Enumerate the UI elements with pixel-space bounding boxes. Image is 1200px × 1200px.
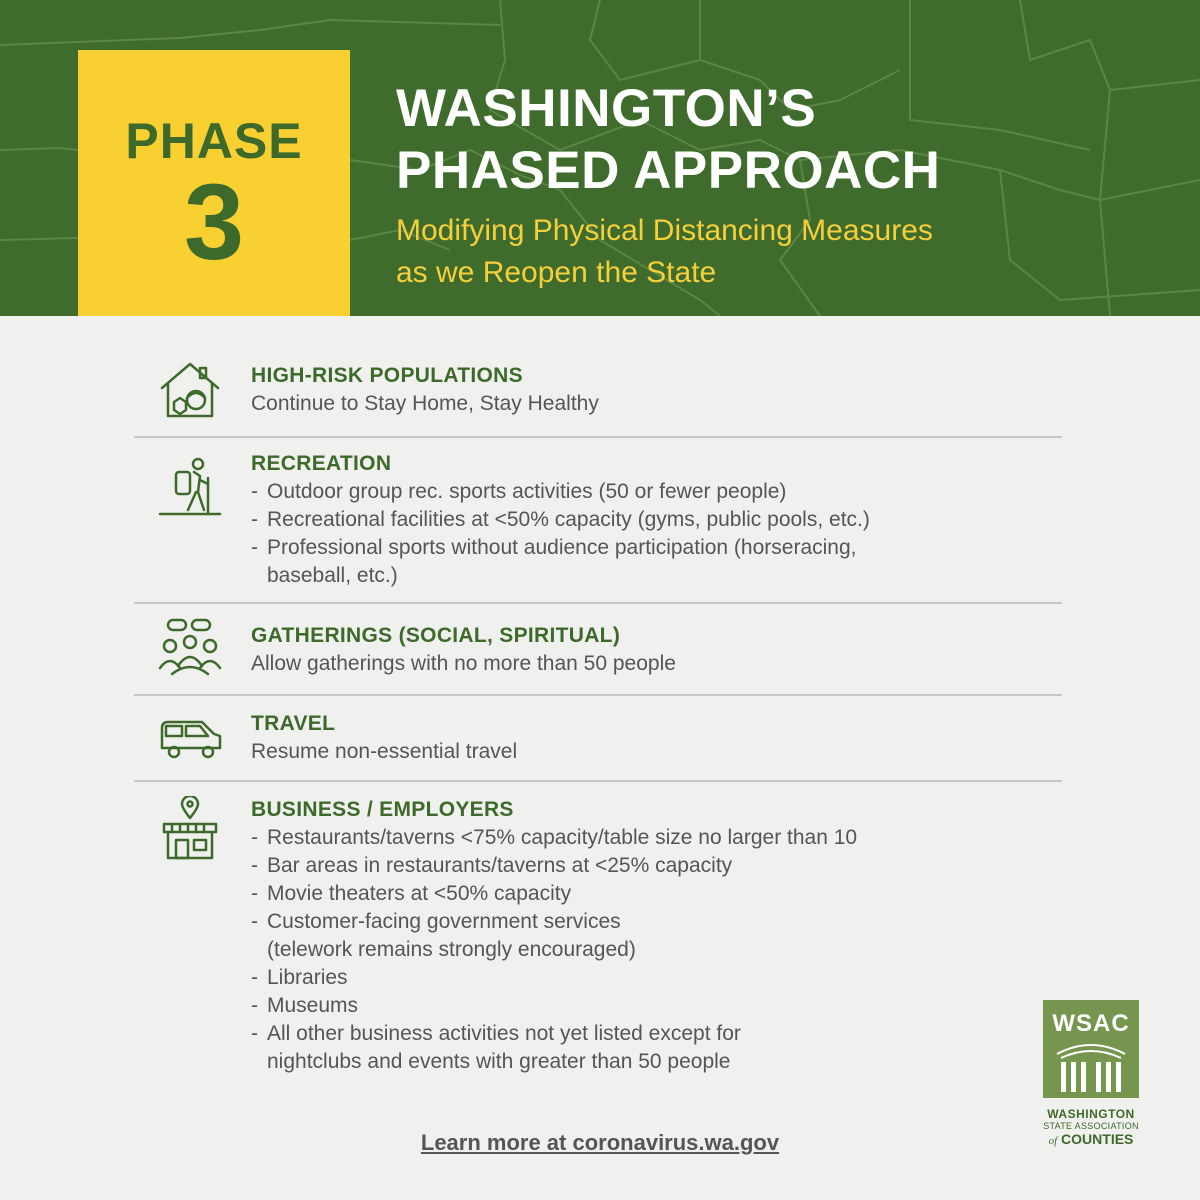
section-travel xyxy=(134,696,1062,782)
van-icon xyxy=(158,706,222,770)
storefront-pin-icon xyxy=(158,796,222,860)
header-banner xyxy=(0,0,1200,316)
list-item: baseball, etc.) xyxy=(267,564,398,587)
list-item: - Bar areas in restaurants/taverns at <25% capacity xyxy=(251,854,733,877)
wsac-logo xyxy=(1043,1000,1139,1147)
title-line-1: WASHINGTON’S xyxy=(396,79,817,138)
logo-badge xyxy=(1043,1000,1139,1098)
page-title xyxy=(396,78,1156,202)
house-person-icon xyxy=(158,358,222,422)
section-body: Allow gatherings with no more than 50 people xyxy=(251,652,676,675)
logo-abbreviation: WSAC xyxy=(1052,1010,1130,1037)
phase-number: 3 xyxy=(183,161,245,282)
phase-badge xyxy=(78,50,350,316)
title-line-2: PHASED APPROACH xyxy=(396,141,941,200)
list-item: - Outdoor group rec. sports activities (50 or fewer people) xyxy=(251,480,787,503)
section-recreation xyxy=(134,438,1062,604)
section-business xyxy=(134,782,1062,1076)
section-gatherings xyxy=(134,604,1062,696)
list-item: - Professional sports without audience participation (horseracing, xyxy=(251,536,857,559)
section-body: Continue to Stay Home, Stay Healthy xyxy=(251,392,599,415)
list-item: (telework remains strongly encouraged) xyxy=(267,938,636,961)
list-item: - Customer-facing government services xyxy=(251,910,621,933)
list-item: - Museums xyxy=(251,994,359,1017)
section-title: HIGH-RISK POPULATIONS xyxy=(251,364,523,387)
hiker-icon xyxy=(158,456,222,520)
section-title: BUSINESS / EMPLOYERS xyxy=(251,798,514,821)
subtitle-line-2: as we Reopen the State xyxy=(396,256,717,289)
capitol-columns-icon xyxy=(1043,1040,1139,1098)
bullet-list xyxy=(251,824,1062,1076)
section-title: GATHERINGS (SOCIAL, SPIRITUAL) xyxy=(251,624,621,647)
subtitle-line-1: Modifying Physical Distancing Measures xyxy=(396,214,933,247)
learn-more-link[interactable]: Learn more at coronavirus.wa.gov xyxy=(420,1130,780,1155)
bullet-list xyxy=(251,478,1062,590)
section-body: Resume non-essential travel xyxy=(251,740,518,763)
section-title: TRAVEL xyxy=(251,712,336,735)
list-item: - Recreational facilities at <50% capacity (gyms, public pools, etc.) xyxy=(251,508,870,531)
group-people-icon xyxy=(158,616,222,680)
list-item: - Restaurants/taverns <75% capacity/table size no larger than 10 xyxy=(251,826,858,849)
list-item: - Libraries xyxy=(251,966,348,989)
list-item: nightclubs and events with greater than 50 people xyxy=(267,1050,731,1073)
section-title: RECREATION xyxy=(251,452,392,475)
phase-label: PHASE xyxy=(125,113,303,169)
guidelines-list xyxy=(134,356,1062,1076)
logo-wordmark: WASHINGTON STATE ASSOCIATION of COUNTIES xyxy=(1043,1107,1139,1147)
list-item: - Movie theaters at <50% capacity xyxy=(251,882,572,905)
page-subtitle xyxy=(396,210,1156,294)
list-item: - All other business activities not yet listed except for xyxy=(251,1022,741,1045)
section-high-risk xyxy=(134,356,1062,438)
